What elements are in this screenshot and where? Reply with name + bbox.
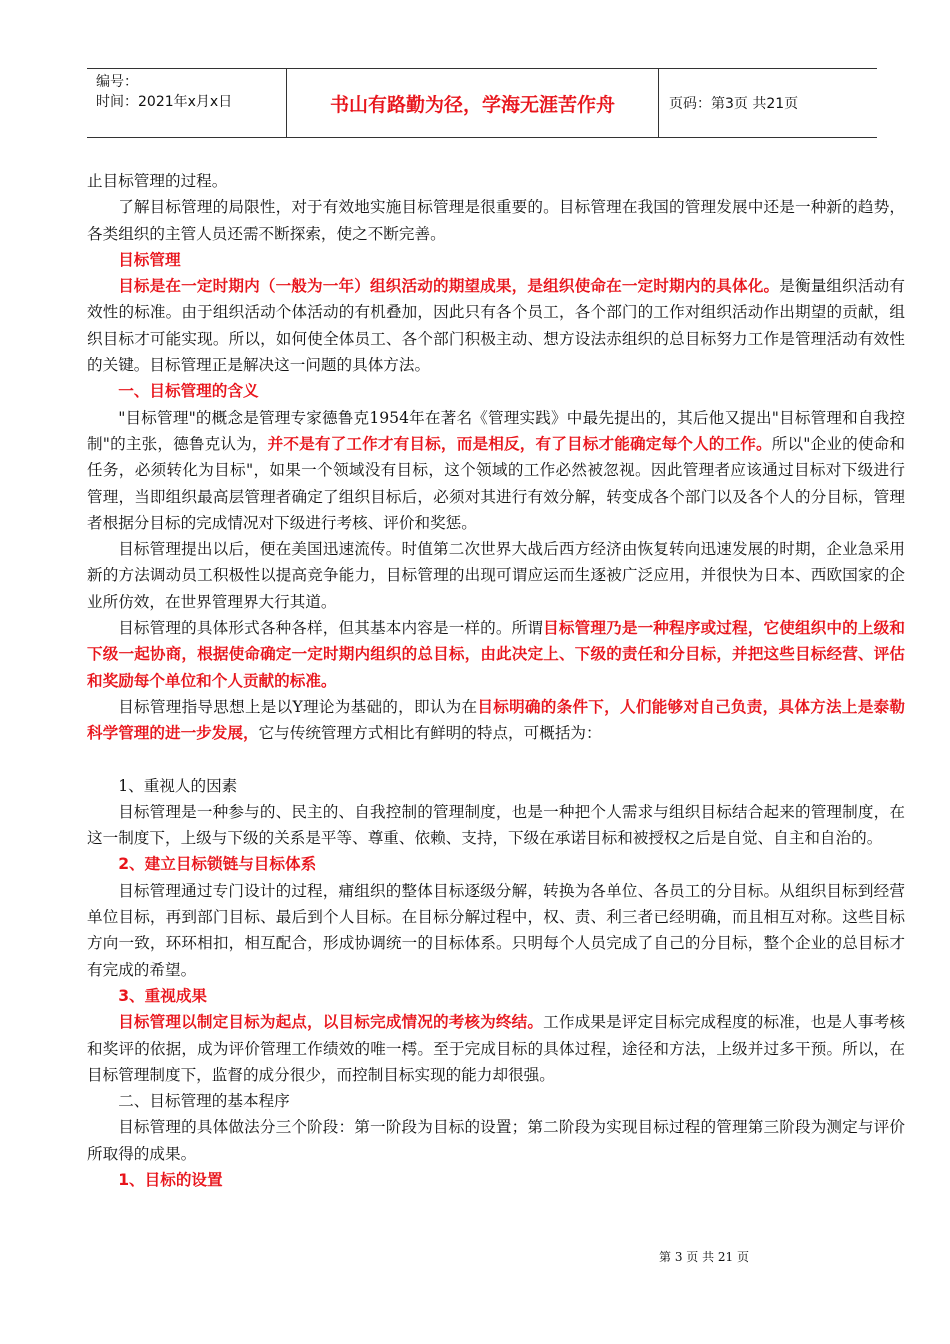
paragraph [87,194,905,247]
body-text: 止目标管理的过程。 [87,172,228,190]
paragraph [87,694,905,747]
paragraph [87,168,905,194]
paragraph [87,536,905,615]
body-text: 是衡量组织活动有效性的标准。由于组织活动个体活动的有机叠加，因此只有各个员工，各个部门的工作对组织活动作出期望的贡献，组织目标才可能实现。所以，如何使全体员工、各个部门积极主动、想方设法赤组织的总目标努力工作是管理活动有效性的关键。目标管理正是解决这一问题的具体方法。 [87,277,905,375]
body-text: 所以"企业的使命和任务，必须转化为目标"，如果一个领域没有目标，这个领域的工作必然被忽视。因此管理者应该通过目标对下级进行管理，当即组织最高层管理者确定了组织目标后，必须对其进行有效分解，转变成各个部门以及各个人的分目标，管理者根据分目标的完成情况对下级进行考核、评价和奖惩。 [87,434,905,532]
highlight-text: 1、目标的设置 [118,1170,223,1189]
body-text: 1、重视人的因素 [118,776,238,795]
body-text: 目标管理的具体做法分三个阶段：第一阶段为目标的设置；第二阶段为实现目标过程的管理第三阶段为测定与评价所取得的成果。 [87,1118,905,1163]
highlight-text: 目标明确的条件下，人们能够对自己负责，具体方法上是泰勒科学管理的进一步发展， [87,697,905,743]
body-text: 二、目标管理的基本程序 [118,1092,290,1111]
paragraph [87,405,905,536]
paragraph [87,878,905,983]
body-text: 了解目标管理的局限性，对于有效地实施目标管理是很重要的。目标管理在我国的管理发展中还是一种新的趋势，各类组织的主管人员还需不断探索，使之不断完善。 [87,198,905,243]
paragraph [87,1114,905,1167]
highlight-text: 3、重视成果 [118,986,208,1005]
paragraph [87,273,905,378]
highlight-text: 目标管理以制定目标为起点，以目标完成情况的考核为终结。 [118,1013,544,1032]
document-time: 时间：2021年x月x日 [96,94,233,110]
document-body [87,168,905,1193]
highlight-text: 目标是在一定时期内（一般为一年）组织活动的期望成果，是组织使命在一定时期内的具体化。 [118,277,780,296]
highlight-text: 目标管理乃是一种程序或过程，它使组织中的上级和下级一起协商，根据使命确定一定时期内组织的总目标，由此决定上、下级的责任和分目标，并把这些目标经营、评估和奖励每个单位和个人贡献的标准。 [87,619,905,690]
header-motto: 书山有路勤为径，学海无涯苦作舟 [287,69,659,137]
body-text: 目标管理提出以后，便在美国迅速流传。时值第二次世界大战后西方经济由恢复转向迅速发展的时期，企业急采用新的方法调动员工积极性以提高竞争能力，目标管理的出现可谓应运而生逐被广泛应用，并很快为日本、西欧国家的企业所仿效，在世界管理界大行其道。 [87,540,905,611]
document-number-label: 编号： [96,74,138,90]
body-text: 目标管理是一种参与的、民主的、自我控制的管理制度，也是一种把个人需求与组织目标结合起来的管理制度，在这一制度下，上级与下级的关系是平等、尊重、依赖、支持，下级在承诺目标和被授权之后是自觉、自主和自治的。 [87,802,905,848]
paragraph [87,983,905,1009]
body-text: 目标管理通过专门设计的过程，痡组织的整体目标逐级分解，转换为各单位、各员工的分目标。从组织目标到经营单位目标，再到部门目标、最后到个人目标。在目标分解过程中，权、责、利三者已经明确，而且相互对称。这些目标方向一致，环环相扣，相互配合，形成协调统一的目标体系。只明每个人员完成了自己的分目标，整个企业的总目标才有完成的希望。 [87,881,905,979]
page-header [87,68,877,138]
highlight-text: 一、目标管理的含义 [118,382,259,401]
page-footer: 第 3 页 共 21 页 [659,1250,749,1264]
paragraph [87,1088,905,1114]
paragraph [87,247,905,273]
paragraph [87,799,905,852]
paragraph [87,615,905,694]
paragraph [87,773,905,799]
highlight-text: 并不是有了工作才有目标，而是相反，有了目标才能确定每个人的工作。 [267,434,772,453]
paragraph [87,1009,905,1088]
body-text: 工作成果是评定目标完成程度的标准，也是人事考核和奖评的依据，成为评价管理工作绩效的唯一樗。至于完成目标的具体过程，途径和方法，上级并过多干预。所以，在目标管理制度下，监督的成分很少，而控制目标实现的能力却很强。 [87,1013,905,1084]
paragraph-gap [87,747,905,773]
header-meta [87,69,287,137]
body-text: 目标管理指导思想上是以Y理论为基础的，即认为在 [118,697,478,716]
body-text: 目标管理的具体形式各种各样，但其基本内容是一样的。所谓 [118,619,544,638]
paragraph [87,1167,905,1193]
header-page-number: 页码：第3页 共21页 [669,96,799,112]
paragraph [87,378,905,404]
body-text: "目标管理"的概念是管理专家德鲁克1954年在著名《管理实践》中最先提出的，其后他又提出"目标管理和自我控制"的主张，德鲁克认为， [87,408,905,453]
highlight-text: 目标管理 [118,250,181,269]
highlight-text: 2、建立目标锁链与目标体系 [118,855,317,874]
paragraph [87,851,905,877]
body-text: 它与传统管理方式相比有鲜明的特点，可概括为： [258,724,602,743]
